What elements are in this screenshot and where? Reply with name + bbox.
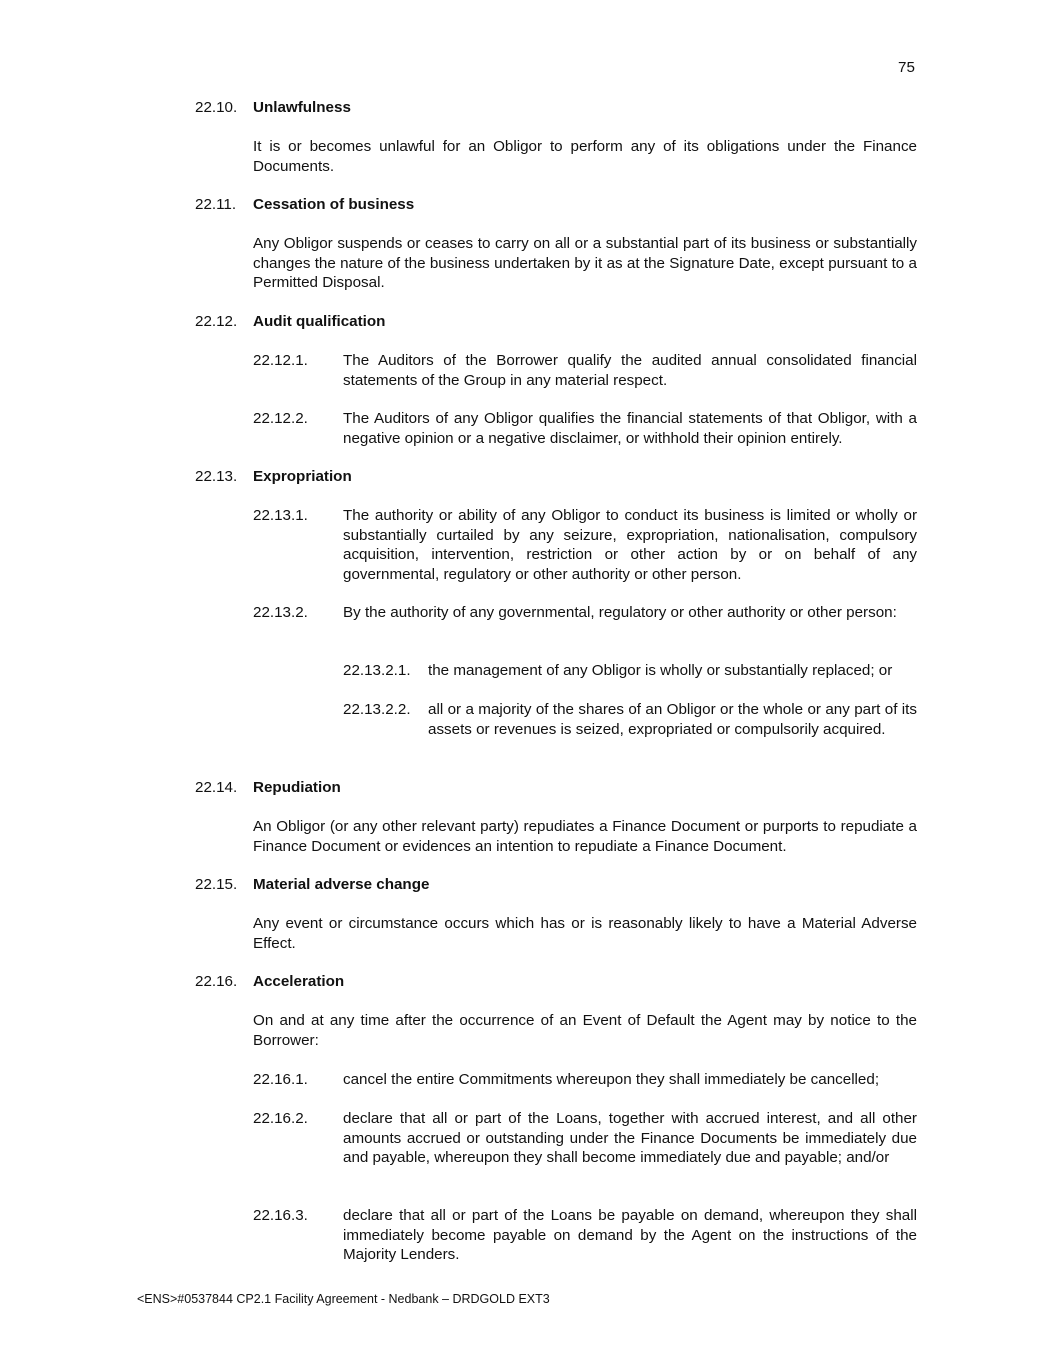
clause-number: 22.12.1. [253, 352, 308, 369]
section-heading: Cessation of business [253, 196, 415, 213]
section-number: 22.14. [195, 779, 238, 796]
clause-text: declare that all or part of the Loans, together with accrued interest, and all other amounts accrued or outstanding under the Finance Documents be immediately due and payable, whereupon they shall become immediately due and payable; and/or [343, 1110, 917, 1166]
section-heading: Unlawfulness [253, 99, 351, 116]
clause-text: cancel the entire Commitments whereupon they shall immediately be cancelled; [343, 1071, 880, 1088]
clause-number: 22.12.2. [253, 410, 308, 427]
clause-text: declare that all or part of the Loans be payable on demand, whereupon they shall immediately become payable on demand by the Agent on the instructions of the Majority Lenders. [343, 1207, 917, 1263]
section-heading: Material adverse change [253, 876, 430, 893]
section-heading: Expropriation [253, 468, 352, 485]
section-paragraph: On and at any time after the occurrence of an Event of Default the Agent may by notice to the Borrower: [253, 1012, 917, 1049]
section-paragraph: It is or becomes unlawful for an Obligor to perform any of its obligations under the Finance Documents. [253, 138, 917, 175]
page-number: 75 [898, 59, 915, 76]
clause-number: 22.16.2. [253, 1110, 308, 1127]
clause-text: The Auditors of any Obligor qualifies the financial statements of that Obligor, with a negative opinion or a negative disclaimer, or withhold their opinion entirely. [343, 410, 917, 447]
section-number: 22.16. [195, 973, 238, 990]
section-number: 22.12. [195, 313, 238, 330]
clause-text: The authority or ability of any Obligor to conduct its business is limited or wholly or substantially curtailed by any seizure, expropriation, nationalisation, compulsory acquisition, intervention, restriction or other action by or on behalf of any governmental, regulatory or other authority or other person. [343, 507, 917, 583]
clause-number: 22.13.2. [253, 604, 308, 621]
clause-number: 22.16.1. [253, 1071, 308, 1088]
section-heading: Acceleration [253, 973, 345, 990]
section-heading: Audit qualification [253, 313, 386, 330]
subclause-text: the management of any Obligor is wholly or substantially replaced; or [428, 662, 893, 679]
document-footer: <ENS>#0537844 CP2.1 Facility Agreement - Nedbank – DRDGOLD EXT3 [137, 1292, 550, 1306]
section-paragraph: Any Obligor suspends or ceases to carry on all or a substantial part of its business or substantially changes the nature of the business undertaken by it as at the Signature Date, except pursuant to a Permitted Disposal. [253, 235, 917, 291]
section-number: 22.10. [195, 99, 238, 116]
subclause-text: all or a majority of the shares of an Obligor or the whole or any part of its assets or revenues is seized, expropriated or compulsorily acquired. [428, 701, 917, 738]
subclause-number: 22.13.2.1. [343, 662, 411, 679]
section-number: 22.13. [195, 468, 238, 485]
section-number: 22.11. [195, 196, 237, 213]
subclause-number: 22.13.2.2. [343, 701, 411, 718]
clause-text: By the authority of any governmental, regulatory or other authority or other person: [343, 604, 897, 621]
section-paragraph: Any event or circumstance occurs which has or is reasonably likely to have a Material Adverse Effect. [253, 915, 917, 952]
section-paragraph: An Obligor (or any other relevant party) repudiates a Finance Document or purports to repudiate a Finance Document or evidences an intention to repudiate a Finance Document. [253, 818, 917, 855]
clause-text: The Auditors of the Borrower qualify the audited annual consolidated financial statements of the Group in any material respect. [343, 352, 917, 389]
section-number: 22.15. [195, 876, 238, 893]
clause-number: 22.13.1. [253, 507, 308, 524]
section-heading: Repudiation [253, 779, 341, 796]
clause-number: 22.16.3. [253, 1207, 308, 1224]
